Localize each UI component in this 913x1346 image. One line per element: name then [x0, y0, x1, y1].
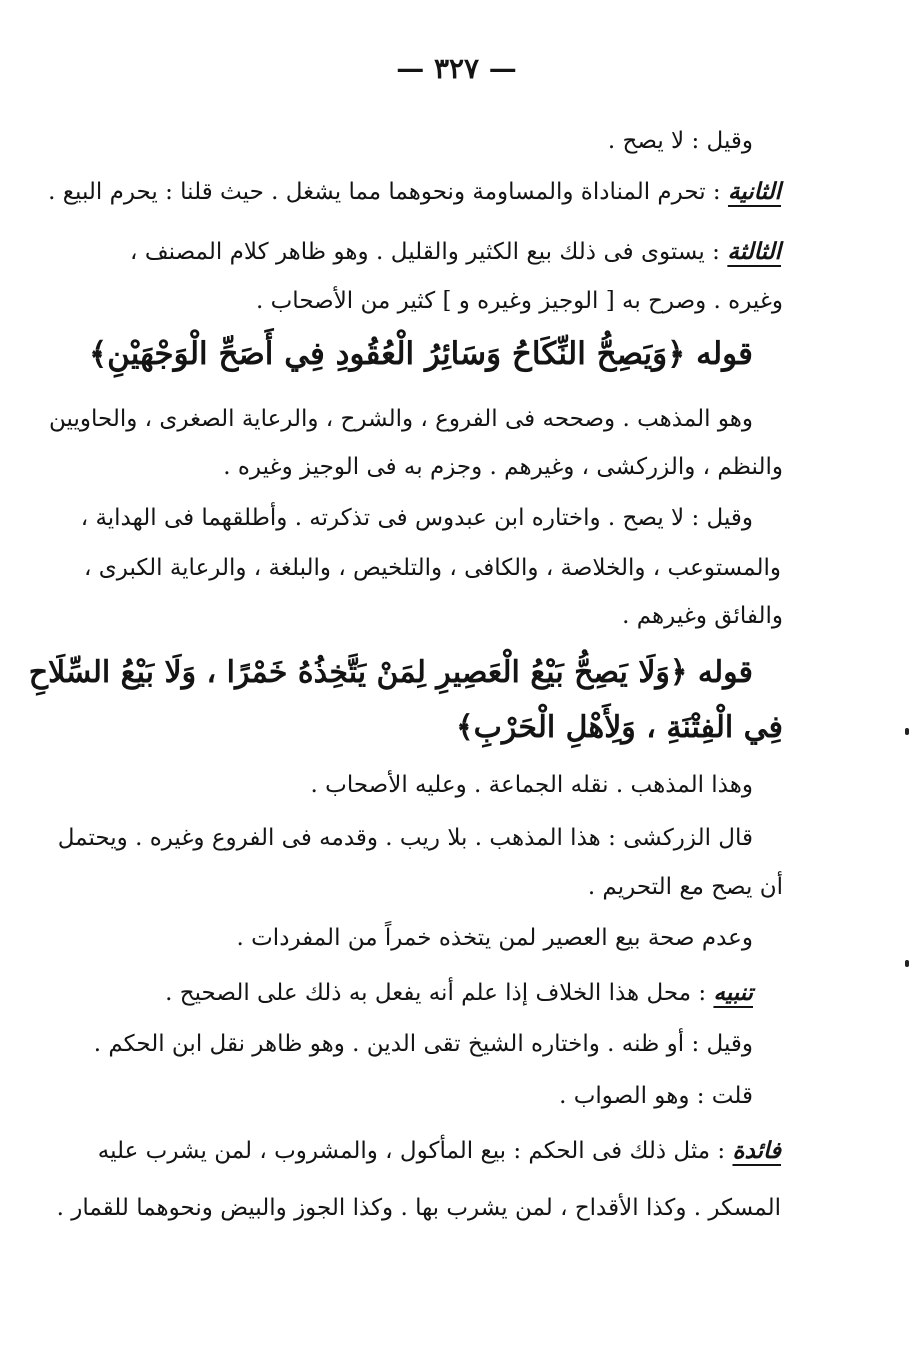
section-label: الثانية [727, 178, 781, 205]
text-line: الثالثة : يستوى فى ذلك بيع الكثير والقليل . وهو ظاهر كلام المصنف ، [130, 238, 781, 265]
text-line: والمستوعب ، والخلاصة ، والكافى ، والتلخيص ، والبلغة ، والرعاية الكبرى ، [84, 555, 781, 581]
text-line: وقيل : أو ظنه . واختاره الشيخ تقى الدين . وهو ظاهر نقل ابن الحكم . [93, 1031, 753, 1057]
text-line: والنظم ، والزركشى ، وغيرهم . وجزم به فى الوجيز وغيره . [223, 454, 783, 480]
text-line: وغيره . وصرح به [ الوجيز وغيره و ] كثير من الأصحاب . [256, 288, 783, 314]
text-line: وهذا المذهب . نقله الجماعة . وعليه الأصحاب . [310, 772, 753, 798]
quoted-heading: قوله ﴿وَيَصِحُّ النِّكَاحُ وَسَائِرُ الْعُقُودِ فِي أَصَحِّ الْوَجْهَيْنِ﴾ [89, 336, 753, 372]
quoted-heading: قوله ﴿وَلَا يَصِحُّ بَيْعُ الْعَصِيرِ لِمَنْ يَتَّخِذُهُ خَمْرًا ، وَلَا بَيْعُ السِّلَاحِ [28, 655, 753, 690]
text-line: قال الزركشى : هذا المذهب . بلا ريب . وقدمه فى الفروع وغيره . ويحتمل [57, 825, 753, 851]
section-label: تنبيه [713, 979, 753, 1006]
text-line: وعدم صحة بيع العصير لمن يتخذه خمراً من المفردات . [236, 925, 753, 951]
section-label: فائدة [732, 1137, 781, 1164]
text-line: قلت : وهو الصواب . [559, 1083, 753, 1109]
text-line: والفائق وغيرهم . [622, 603, 783, 629]
text-line: الثانية : تحرم المناداة والمساومة ونحوهما مما يشغل . حيث قلنا : يحرم البيع . [48, 178, 781, 205]
text-line: وقيل : لا يصح . [607, 128, 753, 154]
quoted-heading: فِي الْفِتْنَةِ ، وَلِأَهْلِ الْحَرْبِ﴾ [456, 710, 783, 745]
text-line: المسكر . وكذا الأقداح ، لمن يشرب بها . وكذا الجوز والبيض ونحوهما للقمار . [56, 1195, 781, 1221]
text-line: أن يصح مع التحريم . [587, 874, 783, 900]
section-label: الثالثة [727, 238, 781, 265]
scan-speck [905, 728, 909, 735]
text-line: تنبيه : محل هذا الخلاف إذا علم أنه يفعل به ذلك على الصحيح . [165, 979, 753, 1006]
text-line: وهو المذهب . وصححه فى الفروع ، والشرح ، والرعاية الصغرى ، والحاويين [49, 406, 753, 432]
text-line: وقيل : لا يصح . واختاره ابن عبدوس فى تذكرته . وأطلقهما فى الهداية ، [80, 505, 753, 531]
text-line: فائدة : مثل ذلك فى الحكم : بيع المأكول ، والمشروب ، لمن يشرب عليه [97, 1137, 781, 1164]
scan-speck [905, 960, 909, 967]
page-number: — ٣٢٧ — [396, 52, 517, 85]
